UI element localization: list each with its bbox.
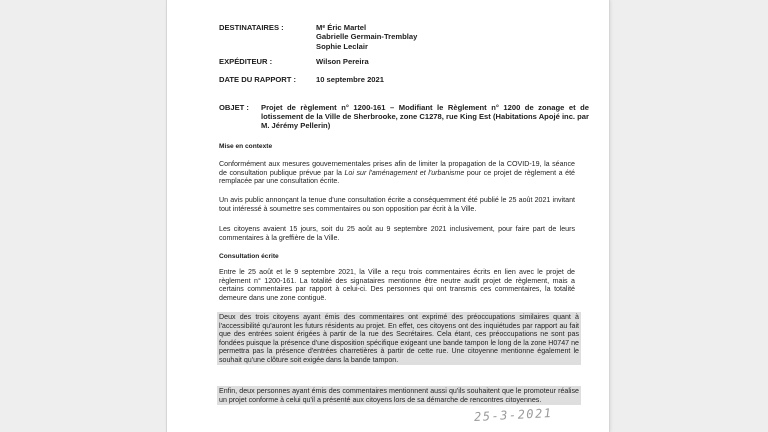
document-page <box>167 0 609 432</box>
date-label: DATE DU RAPPORT : <box>219 75 297 84</box>
paragraph-6-highlighted: Enfin, deux personnes ayant émis des commentaires mentionnent aussi qu'ils souhaitent que le promoteur réalise un projet conforme à celui qu'il a présenté aux citoyens lors de sa démarche de rencontres citoyennes. <box>219 387 579 404</box>
objet-text: Projet de règlement n° 1200-161 – Modifiant le Règlement n° 1200 de zonage et de lotissement de la Ville de Sherbrooke, zone C1278, rue King Est (Habitations Apojé inc. par M. Jérémy Pellerin) <box>261 103 589 130</box>
paragraph-2: Un avis public annonçant la tenue d'une consultation écrite a conséquemment été publié le 25 août 2021 invitant tout intéressé à soumettre ses commentaires ou son opposition par écrit à la Ville. <box>219 196 575 213</box>
paragraph-3: Les citoyens avaient 15 jours, soit du 25 août au 9 septembre 2021 inclusivement, pour faire part de leurs commentaires à la greffière de la Ville. <box>219 225 575 242</box>
law-title: Loi sur l'aménagement et l'urbanisme <box>344 168 465 177</box>
recipient-2: Gabrielle Germain-Tremblay <box>316 32 418 42</box>
paragraph-1-end: pour ce projet de règlement a été remplacée par une consultation écrite. <box>219 168 575 186</box>
handwritten-date-stamp: 25-3-2021 <box>473 405 553 425</box>
section-title-mise-en-contexte: Mise en contexte <box>219 143 273 150</box>
expediteur-label: EXPÉDITEUR : <box>219 57 273 66</box>
paragraph-4: Entre le 25 août et le 9 septembre 2021, la Ville a reçu trois commentaires écrits en lien avec le projet de règlement n° 1200-161. La totalité des signataires mentionne être neutre audit projet de règlement, mais a certains commentaires par rapport à celui-ci. Des personnes qui ont transmis ces commentaires, la totalité demeure dans une zone contiguë. <box>219 268 575 302</box>
destinataires-label: DESTINATAIRES : <box>219 23 284 32</box>
recipient-1: Mᵉ Éric Martel <box>316 23 367 32</box>
section-title-consultation-ecrite: Consultation écrite <box>219 253 279 260</box>
destinataires-list <box>316 23 556 51</box>
date-value: 10 septembre 2021 <box>316 75 384 84</box>
expediteur-value: Wilson Pereira <box>316 57 369 66</box>
paragraph-1-start: Conformément aux mesures gouvernementales prises afin de limiter la propagation de la COVID-19, la séance de consultation publique prévue par la <box>219 160 575 177</box>
paragraph-1 <box>219 160 575 186</box>
objet-label: OBJET : <box>219 103 249 112</box>
recipient-3: Sophie Leclair <box>316 41 368 51</box>
paragraph-5-highlighted: Deux des trois citoyens ayant émis des commentaires ont exprimé des préoccupations similaires quant à l'accessibilité qu'auront les futurs résidents au projet. En effet, ces citoyens ont des inquiétudes par rapport au fait que des entrées soient érigées à partir de la rue des Secrétaires. Cela étant, ces préoccupations ne sont pas fondées puisque la présence d'une disposition spécifique exigeant une bande tampon le long de la zone H0747 ne permettra pas la présence d'entrées charretières à partir de cette rue. Une citoyenne mentionne également le souhait qu'une clôture soit exigée dans la bande tampon. <box>219 313 579 364</box>
